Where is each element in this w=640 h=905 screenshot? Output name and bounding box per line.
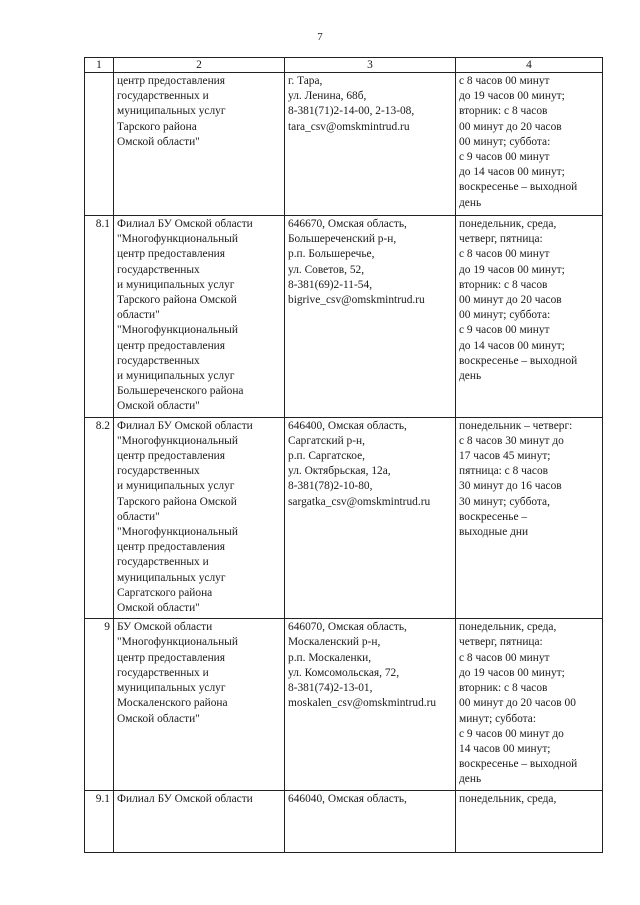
- name-line: Тарского района: [117, 120, 197, 133]
- address-line: tara_csv@omskmintrud.ru: [288, 120, 410, 133]
- name-line: центр предоставления: [117, 541, 226, 554]
- name-line: и муниципальных услуг: [117, 370, 235, 383]
- table-row: [85, 417, 603, 619]
- table-header-row: [85, 58, 603, 73]
- name-line: государственных: [117, 354, 200, 367]
- organization-name-cell: [114, 619, 285, 791]
- name-line: государственных и: [117, 90, 209, 103]
- organization-name-cell: [114, 73, 285, 216]
- row-number-cell: 9.1: [85, 791, 114, 853]
- name-line: Омской области": [117, 135, 200, 148]
- name-line: БУ Омской области: [117, 621, 213, 634]
- address-line: Москаленский р-н,: [288, 636, 381, 649]
- schedule-line: понедельник, среда,: [459, 218, 557, 230]
- table-row: [85, 791, 603, 853]
- address-line: sargatka_csv@omskmintrud.ru: [288, 495, 431, 508]
- name-line: области": [117, 510, 160, 523]
- schedule-line: воскресенье – выходной: [459, 354, 578, 367]
- schedule-line: до 19 часов 00 минут;: [459, 666, 565, 679]
- schedule-line: с 8 часов 00 минут: [459, 651, 550, 664]
- organization-name-cell: [114, 791, 285, 853]
- schedule-line: с 9 часов 00 минут до: [459, 727, 564, 740]
- working-hours-cell: [456, 791, 603, 853]
- address-line: bigrive_csv@omskmintrud.ru: [288, 294, 425, 307]
- address-line: 8-381(69)2-11-54,: [288, 278, 373, 291]
- address-line: р.п. Москаленки,: [288, 651, 372, 664]
- table-row: [85, 73, 603, 216]
- address-line: г. Тара,: [288, 75, 323, 87]
- address-line: Большереченский р-н,: [288, 233, 397, 246]
- address-line: 8-381(78)2-10-80,: [288, 480, 373, 493]
- column-header-number: 1: [85, 58, 114, 73]
- name-line: Тарского района Омской: [117, 495, 237, 508]
- organization-name-cell: [114, 216, 285, 418]
- schedule-line: с 9 часов 00 минут: [459, 324, 550, 337]
- address-line: 8-381(71)2-14-00, 2-13-08,: [288, 105, 415, 118]
- address-line: ул. Комсомольская, 72,: [288, 666, 400, 679]
- name-line: государственных: [117, 465, 200, 478]
- name-line: и муниципальных услуг: [117, 480, 235, 493]
- schedule-line: с 8 часов 00 минут: [459, 75, 550, 87]
- row-number-cell: [85, 73, 114, 216]
- name-line: Филиал БУ Омской области: [117, 218, 253, 230]
- schedule-line: до 14 часов 00 минут;: [459, 166, 565, 179]
- schedule-line: до 14 часов 00 минут;: [459, 339, 565, 352]
- name-line: Омской области": [117, 712, 200, 725]
- address-contacts-cell: [285, 73, 456, 216]
- name-line: Большереченского района: [117, 385, 244, 398]
- column-header-schedule: 4: [456, 58, 603, 73]
- name-line: муниципальных услуг: [117, 571, 226, 584]
- schedule-line: 30 минут до 16 часов: [459, 480, 562, 493]
- working-hours-cell: [456, 216, 603, 418]
- name-line: государственных: [117, 263, 200, 276]
- name-line: и муниципальных услуг: [117, 278, 235, 291]
- working-hours-cell: [456, 619, 603, 791]
- name-line: Тарского района Омской: [117, 294, 237, 307]
- working-hours-cell: [456, 417, 603, 619]
- name-line: центр предоставления: [117, 450, 226, 463]
- name-line: государственных и: [117, 666, 209, 679]
- address-line: ул. Октябрьская, 12а,: [288, 465, 391, 478]
- schedule-line: день: [459, 773, 482, 786]
- name-line: "Многофункциональный: [117, 233, 238, 246]
- schedule-line: день: [459, 196, 482, 209]
- schedule-line: до 19 часов 00 минут;: [459, 263, 565, 276]
- schedule-line: 30 минут; суббота,: [459, 495, 550, 508]
- row-number-cell: 8.2: [85, 417, 114, 619]
- table-row: [85, 216, 603, 418]
- schedule-line: с 8 часов 30 минут до: [459, 434, 564, 447]
- address-line: р.п. Саргатское,: [288, 450, 365, 463]
- address-line: 646070, Омская область,: [288, 621, 407, 634]
- address-contacts-cell: [285, 216, 456, 418]
- address-contacts-cell: [285, 791, 456, 853]
- address-line: ул. Советов, 52,: [288, 263, 365, 276]
- name-line: Москаленского района: [117, 697, 228, 710]
- schedule-line: 00 минут; суббота:: [459, 309, 551, 322]
- schedule-line: вторник: с 8 часов: [459, 105, 548, 118]
- name-line: муниципальных услуг: [117, 105, 226, 118]
- name-line: государственных и: [117, 556, 209, 569]
- name-line: Саргатского района: [117, 586, 213, 599]
- schedule-line: воскресенье – выходной: [459, 758, 578, 771]
- name-line: Омской области": [117, 400, 200, 413]
- name-line: муниципальных услуг: [117, 682, 226, 695]
- schedule-line: выходные дни: [459, 526, 529, 539]
- address-contacts-cell: [285, 417, 456, 619]
- name-line: Филиал БУ Омской области: [117, 793, 253, 806]
- schedule-line: вторник: с 8 часов: [459, 278, 548, 291]
- address-line: ул. Ленина, 68б,: [288, 90, 367, 103]
- table-row: [85, 619, 603, 791]
- schedule-line: 00 минут; суббота:: [459, 135, 551, 148]
- address-line: 646670, Омская область,: [288, 218, 407, 230]
- address-line: р.п. Большеречье,: [288, 248, 375, 261]
- row-number-cell: 9: [85, 619, 114, 791]
- name-line: "Многофункциональный: [117, 636, 238, 649]
- schedule-line: вторник: с 8 часов: [459, 682, 548, 695]
- schedule-line: воскресенье –: [459, 510, 528, 523]
- address-line: 8-381(74)2-13-01,: [288, 682, 373, 695]
- schedule-line: день: [459, 370, 482, 383]
- name-line: "Многофункциональный: [117, 324, 238, 337]
- schedule-line: 00 минут до 20 часов: [459, 294, 562, 307]
- schedule-line: четверг, пятница:: [459, 636, 543, 649]
- schedule-line: 14 часов 00 минут;: [459, 742, 551, 755]
- page-number: 7: [317, 31, 323, 43]
- schedule-line: 00 минут до 20 часов: [459, 120, 562, 133]
- address-line: 646400, Омская область,: [288, 419, 407, 432]
- column-header-name: 2: [114, 58, 285, 73]
- schedule-line: понедельник, среда,: [459, 793, 557, 806]
- name-line: "Многофункциональный: [117, 434, 238, 447]
- name-line: центр предоставления: [117, 339, 226, 352]
- schedule-line: четверг, пятница:: [459, 233, 543, 246]
- row-number-cell: 8.1: [85, 216, 114, 418]
- schedule-line: пятница: с 8 часов: [459, 465, 549, 478]
- name-line: Омской области": [117, 602, 200, 615]
- schedule-line: с 8 часов 00 минут: [459, 248, 550, 261]
- organization-name-cell: [114, 417, 285, 619]
- schedule-line: понедельник, среда,: [459, 621, 557, 634]
- working-hours-cell: [456, 73, 603, 216]
- name-line: "Многофункциональный: [117, 526, 238, 539]
- schedule-line: с 9 часов 00 минут: [459, 151, 550, 164]
- address-line: Саргатский р-н,: [288, 434, 365, 447]
- address-contacts-cell: [285, 619, 456, 791]
- schedule-line: до 19 часов 00 минут;: [459, 90, 565, 103]
- schedule-line: понедельник – четверг:: [459, 419, 573, 432]
- name-line: Филиал БУ Омской области: [117, 419, 253, 432]
- name-line: центр предоставления: [117, 248, 226, 261]
- schedule-line: 17 часов 45 минут;: [459, 450, 551, 463]
- name-line: области": [117, 309, 160, 322]
- mfc-offices-table: [84, 57, 603, 853]
- address-line: 646040, Омская область,: [288, 793, 407, 806]
- schedule-line: минут; суббота:: [459, 712, 537, 725]
- schedule-line: воскресенье – выходной: [459, 181, 578, 194]
- name-line: центр предоставления: [117, 651, 226, 664]
- name-line: центр предоставления: [117, 75, 226, 87]
- address-line: moskalen_csv@omskmintrud.ru: [288, 697, 437, 710]
- column-header-address: 3: [285, 58, 456, 73]
- schedule-line: 00 минут до 20 часов 00: [459, 697, 576, 710]
